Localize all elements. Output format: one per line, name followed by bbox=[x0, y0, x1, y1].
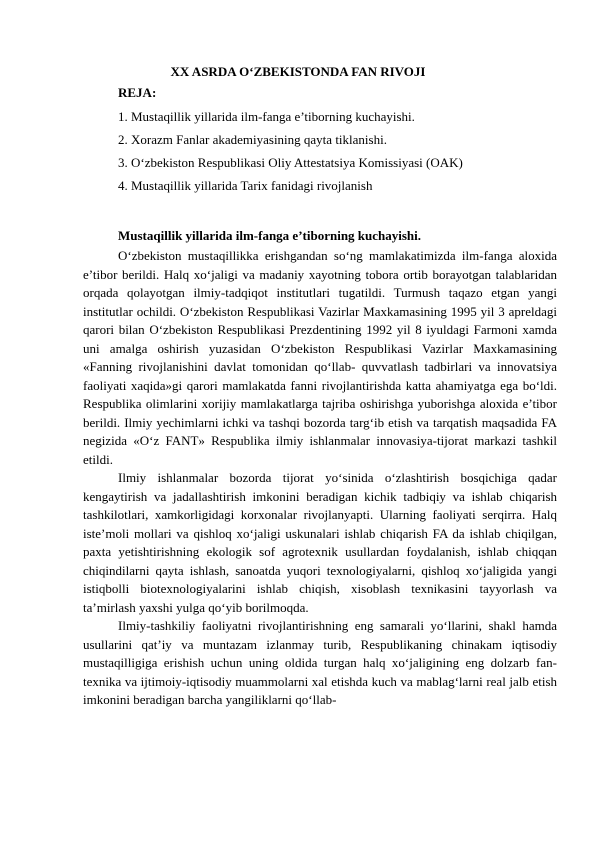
paragraph: Ilmiy ishlanmalar bozorda tijorat yo‘sinida o‘zlashtirish bosqichiga qadar kengaytirish va jadallashtirish imkonini beradigan kichik tadbiqiy va ishlab chiqarish tashkilotlari, xamkorligidagi korxonalar rivojlanyapti. Ularning faoliyati serqirra. Halq iste’moli mollari va qishloq xo‘jaligi uskunalari ishlab chiqarish FA da ishlab chiqilgan, paxta yetishtirishning ekologik sof agrotexnik usullardan foydalanish, ishlab chiqqan chiqindilarni qayta ishlash, sanoatda yuqori texnologiyalarni, qishloq xo‘jaligida yangi istiqbolli biotexnologiyalarini ishlab chiqish, xisoblash texnikasini tayyorlash va ta’mirlash yaxshi yulga qo‘yib borilmoqda. bbox=[83, 470, 557, 615]
document-title: XX ASRDA O‘ZBEKISTONDA FAN RIVOJI bbox=[170, 64, 426, 79]
plan-heading: REJA: bbox=[118, 85, 157, 100]
plan-item: 2. Xorazm Fanlar akademiyasining qayta tiklanishi. bbox=[118, 132, 387, 147]
plan-item: 1. Mustaqillik yillarida ilm-fanga e’tiborning kuchayishi. bbox=[118, 109, 415, 124]
plan-list bbox=[118, 108, 463, 200]
paragraph: O‘zbekiston mustaqillikka erishgandan so‘ng mamlakatimizda ilm-fanga aloxida e’tibor berildi. Halq xo‘jaligi va madaniy xayotning tobora ortib borayotgan talablaridan orqada qolayotgan ilmiy-tadqiqot institutlari tugatildi. Turmush taqazo etgan yangi institutlar ochildi. O‘zbekiston Respublikasi Vazirlar Maxkamasining 1995 yil 3 apreldagi qarori bilan O‘zbekiston Respublikasi Prezdentining 1992 yil 8 iyuldagi Farmoni xamda uni amalga oshirish yuzasidan O‘zbekiston Respublikasi Vazirlar Maxkamasining «Fanning rivojlanishini davlat tomonidan qo‘llab- quvvatlash tadbirlari va innovatsiya faoliyati xaqida»gi qarori mamlakatda fanni rivojlantirishda katta ahamiyatga ega bo‘ldi. Respublika olimlarini xorijiy mamlakatlarga tajriba oshirishga yuborishga aloxida e’tibor berildi. Ilmiy yechimlarni ichki va tashqi bozorda targ‘ib etish va tarqatish maqsadida FA negizida «O‘z FANT» Respublika ilmiy ishlanmalar innovasiya-tijorat markazi tashkil etildi. bbox=[83, 248, 557, 467]
plan-item: 4. Mustaqillik yillarida Tarix fanidagi rivojlanish bbox=[118, 178, 373, 193]
body-text bbox=[83, 247, 557, 710]
section-heading: Mustaqillik yillarida ilm-fanga e’tiborning kuchayishi. bbox=[118, 228, 422, 243]
paragraph: Ilmiy-tashkiliy faoliyatni rivojlantirishning eng samarali yo‘llarini, shakl hamda usullarini qat’iy va muntazam izlanmay turib, Respublikaning chinakam iqtisodiy mustaqilligiga erishish uchun uning oldida turgan halq xo‘jaligining eng dolzarb fan-texnika va ijtimoiy-iqtisodiy muammolarni xal etishda kuch va mablag‘larni real jalb etish imkonini beradigan barcha yangiliklarni qo‘llab- bbox=[83, 618, 557, 707]
plan-item: 3. O‘zbekiston Respublikasi Oliy Attestatsiya Komissiyasi (OAK) bbox=[118, 155, 463, 170]
